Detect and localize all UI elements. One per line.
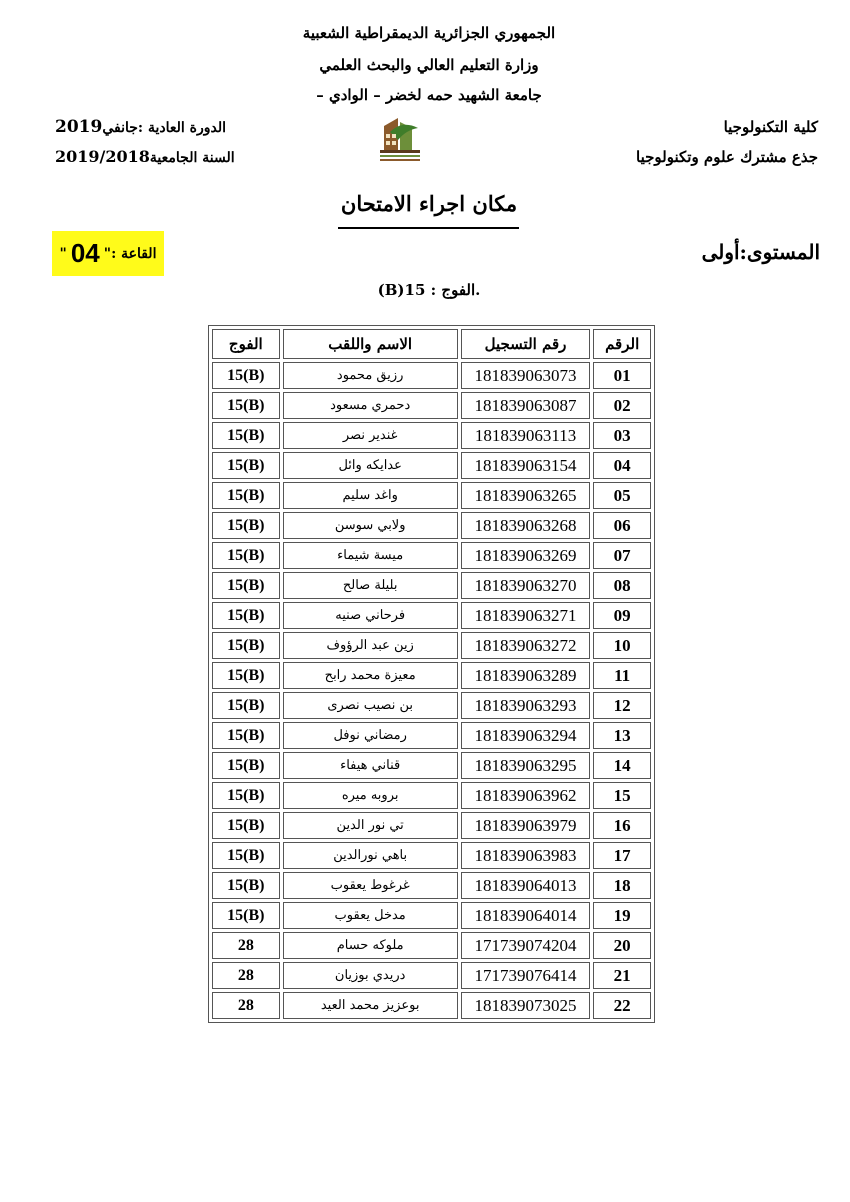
student-name: فرحاني صنيه [283, 602, 458, 629]
session-label: الدورة العادية :جانفي [102, 120, 226, 136]
registration-number: 181839063293 [461, 692, 591, 719]
session-year: 2019 [55, 117, 103, 137]
table-row [212, 902, 651, 929]
registration-number: 181839063087 [461, 392, 591, 419]
group-code: (B)15 [212, 542, 280, 569]
row-number: 15 [593, 782, 651, 809]
registration-number: 171739076414 [461, 962, 591, 989]
student-name: بن نصيب نصرى [283, 692, 458, 719]
table-row [212, 812, 651, 839]
table-row [212, 392, 651, 419]
room-open-quote: " [103, 245, 112, 262]
group-code: (B)15 [212, 782, 280, 809]
group-line: .الفوج : 15(B) [377, 281, 481, 299]
table-row [212, 452, 651, 479]
academic-year-value: 2019/2018 [55, 147, 150, 166]
row-number: 11 [593, 662, 651, 689]
student-name: باهي نورالدين [283, 842, 458, 869]
registration-number: 181839063154 [461, 452, 591, 479]
table-body [212, 362, 651, 1019]
table-row [212, 752, 651, 779]
row-number: 12 [593, 692, 651, 719]
registration-number: 181839063289 [461, 662, 591, 689]
row-number: 06 [593, 512, 651, 539]
student-name: غرغوط يعقوب [283, 872, 458, 899]
group-code: 28 [212, 992, 280, 1019]
table-row [212, 572, 651, 599]
student-name: رمضاني نوفل [283, 722, 458, 749]
registration-number: 181839064014 [461, 902, 591, 929]
group-code: (B)15 [212, 422, 280, 449]
student-name: مدخل يعقوب [283, 902, 458, 929]
table-row [212, 932, 651, 959]
table-row [212, 872, 651, 899]
page-title: مكان اجراء الامتحان [340, 191, 518, 216]
student-name: زين عبد الرؤوف [283, 632, 458, 659]
faculty-name: كلية التكنولوجيا [723, 118, 818, 136]
group-code: (B)15 [212, 482, 280, 509]
table-row [212, 602, 651, 629]
table-row [212, 692, 651, 719]
registration-number: 171739074204 [461, 932, 591, 959]
row-number: 22 [593, 992, 651, 1019]
header-name: الاسم واللقب [283, 329, 458, 359]
row-number: 14 [593, 752, 651, 779]
title-underline [338, 227, 519, 229]
registration-number: 181839063962 [461, 782, 591, 809]
student-name: رزيق محمود [283, 362, 458, 389]
row-number: 02 [593, 392, 651, 419]
student-name: دريدي بوزيان [283, 962, 458, 989]
student-name: ولابي سوسن [283, 512, 458, 539]
group-code: (B)15 [212, 902, 280, 929]
student-name: واغد سليم [283, 482, 458, 509]
group-code: (B)15 [212, 392, 280, 419]
student-name: قناني هيفاء [283, 752, 458, 779]
table-row [212, 422, 651, 449]
group-code: (B)15 [212, 602, 280, 629]
group-code: (B)15 [212, 512, 280, 539]
registration-number: 181839063270 [461, 572, 591, 599]
student-name: دحمري مسعود [283, 392, 458, 419]
room-badge [52, 231, 164, 276]
student-name: ملوكه حسام [283, 932, 458, 959]
registration-number: 181839063268 [461, 512, 591, 539]
table-row [212, 992, 651, 1019]
university-logo-icon [372, 112, 428, 166]
group-code: 28 [212, 932, 280, 959]
group-code: (B)15 [212, 812, 280, 839]
registration-number: 181839073025 [461, 992, 591, 1019]
group-code: (B)15 [212, 842, 280, 869]
group-code: 28 [212, 962, 280, 989]
row-number: 04 [593, 452, 651, 479]
registration-number: 181839063265 [461, 482, 591, 509]
group-code: (B)15 [212, 572, 280, 599]
registration-number: 181839064013 [461, 872, 591, 899]
group-code: (B)15 [212, 362, 280, 389]
registration-number: 181839063983 [461, 842, 591, 869]
student-name: ميسة شيماء [283, 542, 458, 569]
registration-number: 181839063294 [461, 722, 591, 749]
student-name: تي نور الدين [283, 812, 458, 839]
table-row [212, 632, 651, 659]
header-group: الفوج [212, 329, 280, 359]
group-code: (B)15 [212, 872, 280, 899]
group-code: (B)15 [212, 452, 280, 479]
row-number: 18 [593, 872, 651, 899]
group-code: (B)15 [212, 632, 280, 659]
student-table [208, 325, 655, 1023]
room-close-quote: " [59, 245, 67, 262]
row-number: 19 [593, 902, 651, 929]
header-republic: الجمهوري الجزائرية الديمقراطية الشعبية [302, 24, 556, 42]
student-name: بوعزيز محمد العيد [283, 992, 458, 1019]
table-row [212, 782, 651, 809]
row-number: 17 [593, 842, 651, 869]
header-number: الرقم [593, 329, 651, 359]
student-name: عدايكه وائل [283, 452, 458, 479]
study-level: المستوى:أولى [701, 240, 820, 264]
header-ministry: وزارة التعليم العالي والبحث العلمي [319, 56, 539, 74]
row-number: 05 [593, 482, 651, 509]
academic-year-label: السنة الجامعية [149, 150, 235, 166]
registration-number: 181839063979 [461, 812, 591, 839]
common-core-name: جذع مشترك علوم وتكنولوجيا [636, 148, 818, 166]
student-name: بروبه ميره [283, 782, 458, 809]
registration-number: 181839063272 [461, 632, 591, 659]
row-number: 10 [593, 632, 651, 659]
table-row [212, 512, 651, 539]
header-university: جامعة الشهيد حمه لخضر – الوادي – [316, 86, 542, 104]
room-number: 04 [70, 238, 100, 268]
group-code: (B)15 [212, 662, 280, 689]
registration-number: 181839063113 [461, 422, 591, 449]
row-number: 07 [593, 542, 651, 569]
table-row [212, 962, 651, 989]
student-name: معيزة محمد رابح [283, 662, 458, 689]
row-number: 21 [593, 962, 651, 989]
table-row [212, 542, 651, 569]
row-number: 03 [593, 422, 651, 449]
table-row [212, 662, 651, 689]
row-number: 16 [593, 812, 651, 839]
header-registration: رقم التسجيل [461, 329, 591, 359]
registration-number: 181839063271 [461, 602, 591, 629]
row-number: 08 [593, 572, 651, 599]
table-row [212, 482, 651, 509]
table-row [212, 842, 651, 869]
student-name: بليلة صالح [283, 572, 458, 599]
table-header-row [212, 329, 651, 359]
student-name: غندير نصر [283, 422, 458, 449]
table-row [212, 722, 651, 749]
academic-year [55, 147, 235, 166]
exam-session [55, 117, 226, 137]
registration-number: 181839063295 [461, 752, 591, 779]
row-number: 20 [593, 932, 651, 959]
room-label: القاعة : [111, 245, 157, 262]
row-number: 01 [593, 362, 651, 389]
table-row [212, 362, 651, 389]
registration-number: 181839063269 [461, 542, 591, 569]
registration-number: 181839063073 [461, 362, 591, 389]
group-code: (B)15 [212, 722, 280, 749]
group-code: (B)15 [212, 752, 280, 779]
row-number: 13 [593, 722, 651, 749]
group-code: (B)15 [212, 692, 280, 719]
row-number: 09 [593, 602, 651, 629]
